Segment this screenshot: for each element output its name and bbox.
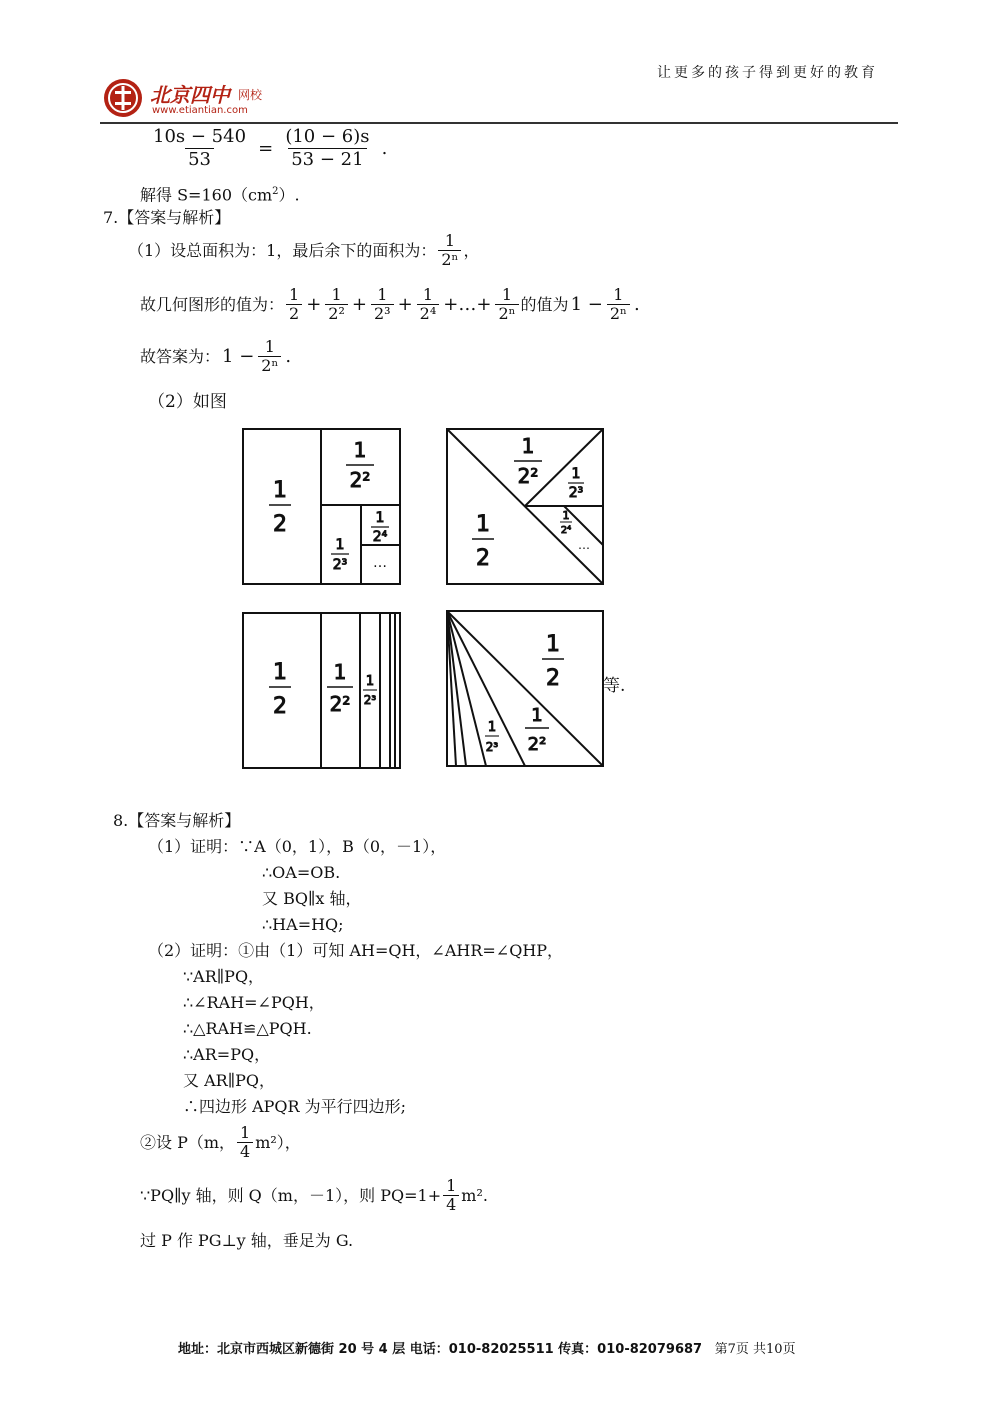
plus: + [351,294,367,315]
geom-result-fraction [607,286,630,323]
fig2-half-num: 1 [476,512,490,537]
header-rule [100,122,898,124]
footer [178,1338,796,1357]
fig2-quarter-den: 2² [517,464,539,488]
fig4-quarter-num: 1 [531,705,543,726]
term-den: 2⁴ [417,304,440,323]
term-num: 1 [422,285,434,304]
q8-point-p [140,1124,301,1161]
p-suffix: m²）， [255,1132,301,1152]
q-suffix: m². [461,1185,488,1205]
eq-lhs-num: 10s − 540 [153,126,247,147]
term-num: 1 [377,285,388,304]
header [0,0,1000,130]
term-3 [371,286,394,323]
plus: + [397,294,413,315]
fig1-eighth-num: 1 [335,537,345,553]
q8-line: ∴四边形 APQR 为平行四边形; [183,1097,407,1116]
q8-line: 又 BQ∥x 轴， [262,889,362,908]
fig1-sixteenth-num: 1 [375,510,385,526]
q7-answer-prefix: 故答案为： [140,346,221,366]
q7-figures [240,425,630,775]
fig1-sixteenth-den: 2⁴ [372,529,388,545]
fig3-quarter-den: 2² [329,692,351,716]
fig4-line [447,611,486,766]
fig4-eighth-num: 1 [487,720,497,735]
fig2-eighth-num: 1 [571,466,581,482]
term-4 [417,286,440,323]
eq-rhs-num: (10 − 6)s [285,126,370,147]
fig1-half-den: 2 [273,512,287,537]
fig4-half-num: 1 [546,632,560,657]
term-num: 1 [331,285,342,304]
plus: + [306,294,322,315]
q7-geometric-sum [140,286,642,323]
term-n [495,286,518,323]
fig4-line [447,611,456,766]
fig2-sixteenth-den: 2⁴ [560,525,572,536]
fig1-dots: … [373,555,387,571]
frac-num: 1 [613,285,624,304]
logo-url: www.etiantian.com [152,105,248,116]
frac-den: 4 [443,1195,459,1214]
q8-last-line: 过 P 作 PG⊥y 轴，垂足为 G. [140,1231,354,1250]
eq-lhs-fraction [150,126,249,171]
result-prefix: 解得 S=160（cm [140,185,273,205]
fig2-sixteenth-num: 1 [562,509,570,522]
fig4-line [447,611,466,766]
fig3-eighth-num: 1 [365,674,375,689]
one-minus: 1 − [570,294,603,315]
q7-part2: （2）如图 [148,392,227,412]
p-fraction [237,1124,253,1161]
fig1-quarter-num: 1 [353,438,367,462]
q8-line: ∴HA=HQ; [262,915,344,934]
term-den: 2² [325,304,348,323]
prev-equation: $\frac{10s - 540}{53}$ = $\frac{(10 - 6)s}{53 - 21}$ . [148,126,389,171]
fig4-eighth-den: 2³ [485,740,499,754]
q8-line: （2）证明：①由（1）可知 AH=QH，∠AHR=∠QHP， [148,941,564,960]
frac-num: 1 [444,231,456,250]
fig1-half-num: 1 [273,478,287,503]
p-prefix: ②设 P（m， [140,1132,236,1152]
fig4-quarter-den: 2² [527,734,547,755]
period: . [285,346,292,367]
q8-line: ∴OA=OB. [262,863,341,882]
term-num: 1 [501,285,513,304]
logo-net: 网校 [238,88,263,102]
q7-answer [140,338,293,375]
q7-part1 [128,232,480,269]
fig3-quarter-num: 1 [333,660,347,684]
frac-num: 1 [264,337,275,356]
q-prefix: ∵PQ∥y 轴，则 Q（m，－1），则 PQ=1+ [140,1185,442,1205]
q8-line: ∵AR∥PQ， [183,967,265,986]
fig3-eighth-den: 2³ [363,693,377,707]
frac-den: 2ⁿ [258,356,281,375]
q8-line: ∴AR=PQ， [183,1045,271,1064]
logo-emblem-icon [102,77,144,119]
fig2-dots: … [578,538,590,552]
term-num: 1 [289,285,300,304]
q8-line: （1）证明：∵A（0，1），B（0，－1）， [148,837,447,856]
fig3-half-num: 1 [273,660,287,685]
fig2-half-den: 2 [476,546,490,571]
eq-rhs-fraction [282,126,372,171]
result-suffix: ）. [278,185,300,205]
frac-num: 1 [240,1123,251,1142]
frac-den: 4 [237,1142,253,1161]
logo [100,75,300,123]
q7-heading: 7.【答案与解析】 [103,208,231,227]
term-2 [325,286,348,323]
eq-rhs-den: 53 − 21 [288,148,366,171]
q7-part1-suffix: ， [463,240,480,260]
fig2-eighth-den: 2³ [568,485,584,501]
fig4-diagonal [447,611,603,766]
result-sup: 2 [272,186,279,197]
fig1-eighth-den: 2³ [332,557,348,573]
prev-result [140,182,300,205]
q8-pq-length [140,1177,488,1214]
q8-line: 又 AR∥PQ， [183,1071,275,1090]
period: . [633,294,640,315]
fig3-half-den: 2 [273,694,287,719]
one-minus: 1 − [222,346,255,367]
eq-end: . [381,138,388,159]
eq-lhs-den: 53 [185,148,214,171]
frac-den: 2ⁿ [438,250,461,269]
fig2-quarter-num: 1 [521,434,535,458]
q7-geom-prefix: 故几何图形的值为： [140,294,285,314]
footer-address: 地址：北京市西城区新德街 20 号 4 层 电话：010-82025511 传真：010-82079687 [178,1342,703,1357]
pq-fraction [443,1177,459,1214]
term-den: 2³ [371,304,394,323]
q7-part1-prefix: （1）设总面积为：1，最后余下的面积为： [128,240,437,260]
term-den: 2ⁿ [495,304,518,323]
q8-heading: 8.【答案与解析】 [113,811,241,830]
q8-line: ∴△RAH≌△PQH. [183,1019,312,1038]
answer-fraction [258,338,281,375]
q7-geom-mid: 的值为 [520,294,569,314]
q7-remaining-fraction [438,232,461,269]
fig1-quarter-den: 2² [349,468,371,492]
footer-page: 第7页 共10页 [714,1342,796,1357]
term-1 [286,286,302,323]
fig4-half-den: 2 [546,666,560,691]
term-den: 2 [286,304,302,323]
q7-etc: 等. [603,676,626,696]
logo-name: 北京四中 [150,83,230,107]
frac-den: 2ⁿ [607,304,630,323]
frac-num: 1 [446,1176,457,1195]
ellipsis-plus: +…+ [443,294,492,315]
q8-line: ∴∠RAH=∠PQH， [183,993,325,1012]
header-slogan: 让更多的孩子得到更好的教育 [657,65,878,81]
